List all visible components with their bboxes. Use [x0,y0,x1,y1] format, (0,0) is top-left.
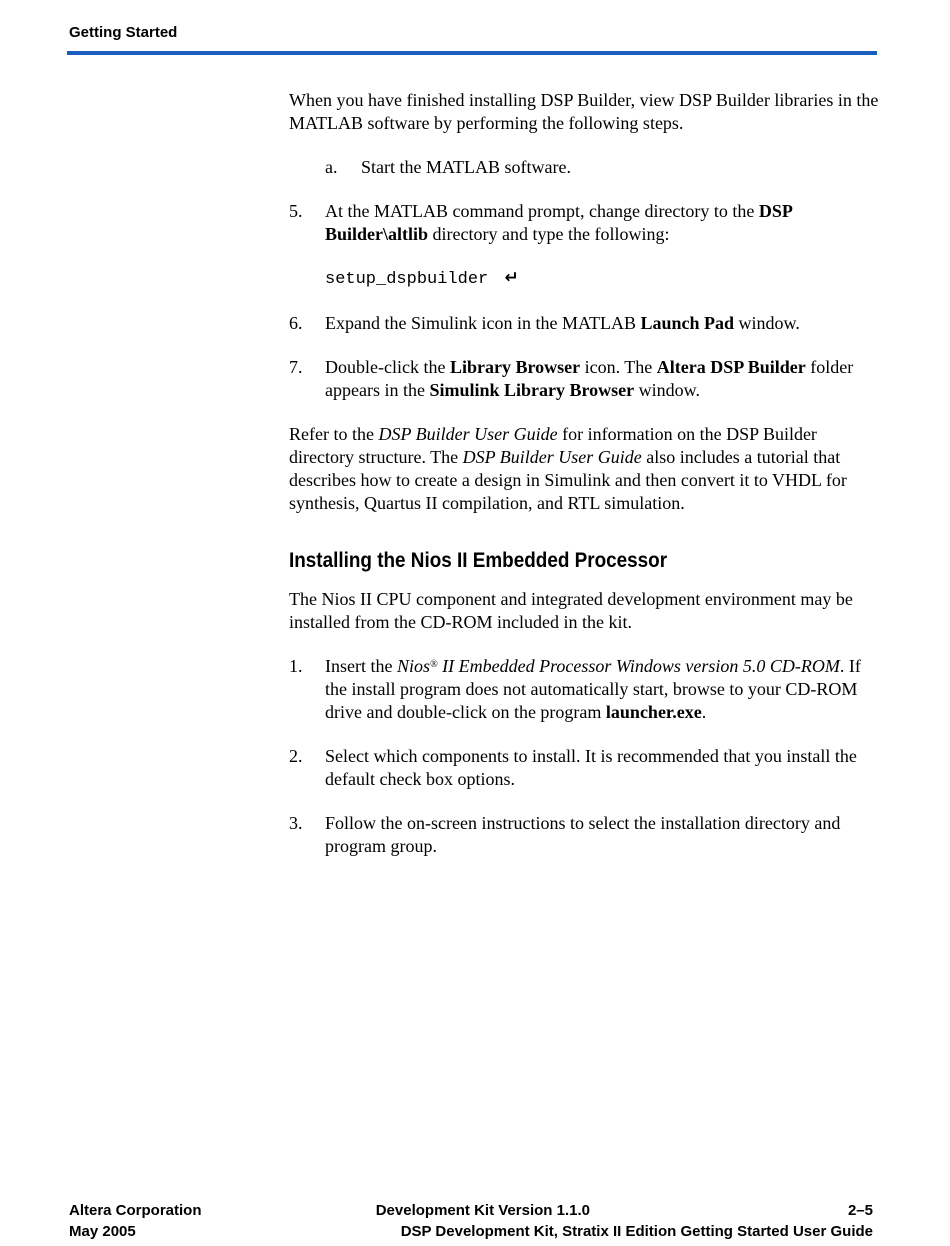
directory-path: DSP Builder\altlib [325,201,792,244]
step-number: 7. [289,357,303,377]
nios-step-1 [289,655,879,724]
step-text [325,312,879,335]
guide-title: DSP Builder User Guide [378,424,558,444]
altera-dsp-builder-term: Altera DSP Builder [656,357,806,377]
simulink-library-browser-term: Simulink Library Browser [429,380,635,400]
intro-paragraph: When you have finished installing DSP Builder, view DSP Builder libraries in the MATLAB software by performing the following steps. [289,90,879,133]
step-number: 5. [289,201,303,221]
text-run: window. [734,313,800,333]
step-text: Select which components to install. It is recommended that you install the default check box options. [325,746,857,789]
running-header-title: Getting Started [69,24,178,41]
step-text [325,655,879,724]
guide-title: DSP Builder User Guide [462,447,642,467]
program-name: launcher.exe [605,702,702,722]
text-run: for information on the DSP Builder directory structure. The [289,424,817,467]
footer-left [69,1200,202,1242]
step-text [325,356,879,402]
step-number: 3. [289,813,303,833]
launch-pad-term: Launch Pad [640,313,735,333]
nios-step-2 [289,745,879,791]
header-rule [67,51,877,55]
text-run: Refer to the [289,424,379,444]
step-number: 6. [289,313,303,333]
page-number: 2–5 [847,1202,873,1219]
footer-right [376,1200,873,1242]
step-a [289,156,879,179]
guide-title-footer: DSP Development Kit, Stratix II Edition Getting Started User Guide [400,1223,873,1240]
section-heading: Installing the Nios II Embedded Processor [289,549,668,572]
step-5 [289,200,879,246]
text-run: icon. The [580,357,657,377]
text-run: Insert the [325,656,397,676]
text-run: Nios [396,656,430,676]
nios-step-3 [289,812,879,858]
kit-version: Development Kit Version 1.1.0 [375,1202,590,1219]
step-text [325,200,879,246]
text-run: Double-click the [325,357,450,377]
command-text: setup_dspbuilder [325,270,489,289]
step-number: a. [325,157,338,177]
cd-title [397,656,840,676]
enter-key-icon: ↵ [504,268,519,288]
step-number: 1. [289,656,303,676]
company-name: Altera Corporation [69,1202,202,1219]
step-7 [289,356,879,402]
page-footer [69,1200,873,1244]
registered-mark: ® [430,659,438,670]
refer-paragraph [289,423,879,515]
step-text: Start the MATLAB software. [361,157,571,177]
code-command [289,267,879,291]
library-browser-term: Library Browser [449,357,581,377]
text-run: window. [634,380,701,400]
text-run: directory and type the following: [428,224,670,244]
text-run: II Embedded Processor Windows version 5.0 CD-ROM [437,656,840,676]
text-run: Expand the Simulink icon in the MATLAB [325,313,641,333]
step-text: Follow the on-screen instructions to select the installation directory and program group. [325,813,841,856]
text-run: . If the install program does not automatically start, browse to your CD-ROM drive and double-click on the program [325,656,861,722]
main-content [289,89,879,879]
nios-intro-paragraph: The Nios II CPU component and integrated development environment may be installed from the CD-ROM included in the kit. [289,589,853,632]
step-6 [289,312,879,335]
footer-version-row [376,1200,873,1221]
step-number: 2. [289,746,303,766]
text-run: At the MATLAB command prompt, change directory to the [325,201,759,221]
text-run: . [701,702,707,722]
text-run: also includes a tutorial that describes how to create a design in Simulink and then convert it to VHDL for synthesis, Quartus II compilation, and RTL simulation. [289,447,847,513]
text-run: folder appears in the [325,357,854,400]
publication-date: May 2005 [69,1223,136,1240]
